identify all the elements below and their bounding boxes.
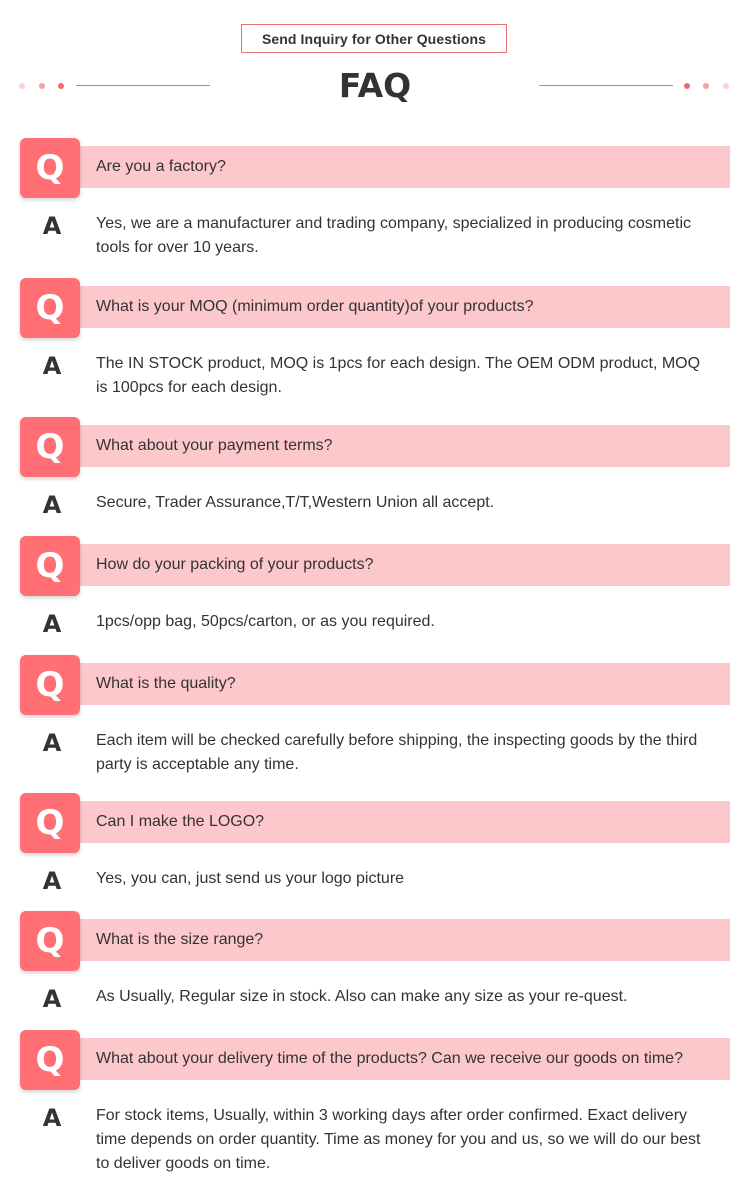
a-letter-icon: A	[42, 985, 62, 1013]
send-inquiry-button[interactable]: Send Inquiry for Other Questions	[241, 24, 507, 53]
faq-question-6	[60, 801, 730, 843]
faq-question-8	[60, 1038, 730, 1080]
question-text: What is the size range?	[96, 931, 264, 948]
faq-answer-2: The IN STOCK product, MOQ is 1pcs for each design. The OEM ODM product, MOQ is 100pcs for each design.	[96, 355, 701, 396]
a-letter-icon: A	[42, 491, 62, 519]
faq-answer-7: As Usually, Regular size in stock. Also can make any size as your re-quest.	[96, 988, 628, 1005]
page-title: FAQ	[338, 66, 412, 105]
faq-answer-3: Secure, Trader Assurance,T/T,Western Union all accept.	[96, 494, 495, 511]
question-text: Can I make the LOGO?	[96, 813, 265, 830]
question-text: What is the quality?	[96, 675, 236, 692]
decor-dot-right-1	[684, 83, 690, 89]
a-letter-icon: A	[42, 867, 62, 895]
faq-answer-1: Yes, we are a manufacturer and trading company, specialized in producing cosmetic tools for over 10 years.	[96, 215, 691, 256]
faq-answer-5: Each item will be checked carefully before shipping, the inspecting goods by the third party is acceptable any time.	[96, 732, 698, 773]
decor-dot-right-3	[723, 83, 729, 89]
faq-question-2	[60, 286, 730, 328]
a-letter-icon: A	[42, 212, 62, 240]
q-badge-icon: Q	[20, 911, 80, 971]
a-letter-icon: A	[42, 352, 62, 380]
faq-answer-6: Yes, you can, just send us your logo picture	[96, 870, 405, 887]
faq-question-3	[60, 425, 730, 467]
decor-dot-right-2	[703, 83, 709, 89]
faq-question-1	[60, 146, 730, 188]
question-text: Are you a factory?	[96, 158, 226, 175]
divider-right	[539, 85, 673, 86]
q-badge-icon: Q	[20, 417, 80, 477]
question-text: What about your payment terms?	[96, 437, 333, 454]
faq-question-4	[60, 544, 730, 586]
question-text: What about your delivery time of the products? Can we receive our goods on time?	[96, 1050, 683, 1067]
q-badge-icon: Q	[20, 138, 80, 198]
question-text: How do your packing of your products?	[96, 556, 374, 573]
faq-answer-4: 1pcs/opp bag, 50pcs/carton, or as you required.	[96, 613, 435, 630]
q-badge-icon: Q	[20, 536, 80, 596]
a-letter-icon: A	[42, 1104, 62, 1132]
question-text: What is your MOQ (minimum order quantity)of your products?	[96, 298, 534, 315]
faq-answer-8: For stock items, Usually, within 3 working days after order confirmed. Exact delivery time depends on order quantity. Time as money for you and us, so we will do our best to deliver goods on time.	[96, 1107, 701, 1172]
q-badge-icon: Q	[20, 793, 80, 853]
q-badge-icon: Q	[20, 655, 80, 715]
a-letter-icon: A	[42, 610, 62, 638]
q-badge-icon: Q	[20, 1030, 80, 1090]
a-letter-icon: A	[42, 729, 62, 757]
faq-question-5	[60, 663, 730, 705]
q-badge-icon: Q	[20, 278, 80, 338]
faq-question-7	[60, 919, 730, 961]
